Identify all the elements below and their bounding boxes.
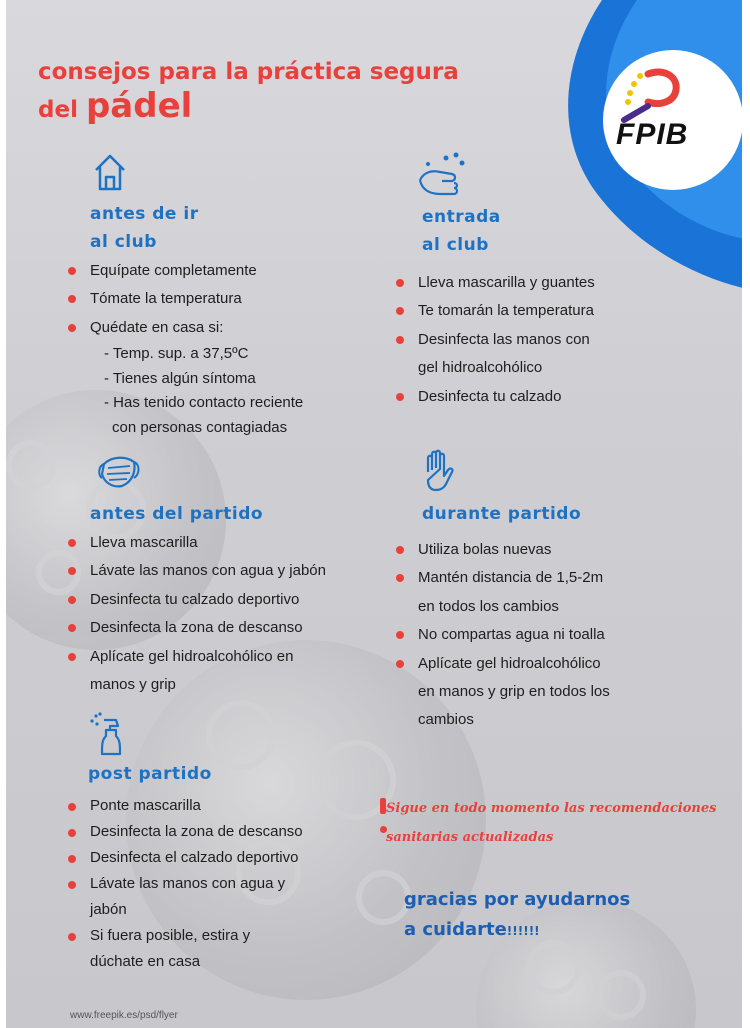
list-item: - Temp. sup. a 37,5ºC <box>104 345 249 363</box>
logo-text: FPIB <box>616 118 689 151</box>
list-item: Tómate la temperatura <box>68 285 303 313</box>
list-item: - Has tenido contacto reciente <box>104 394 304 412</box>
section-title-durante: durante partido <box>422 504 582 524</box>
title-padel: pádel <box>85 86 193 126</box>
house-icon <box>92 152 128 192</box>
list-item: con personas contagiadas <box>112 418 288 436</box>
list-item: Desinfecta el calzado deportivo <box>68 845 303 871</box>
list-item: Lávate las manos con agua y <box>68 871 303 897</box>
list-item: manos y grip <box>90 676 176 694</box>
list-item: Desinfecta la zona de descanso <box>68 614 326 642</box>
source-credit: www.freepik.es/psd/flyer <box>70 1010 178 1021</box>
list-item: Si fuera posible, estira y <box>68 923 303 949</box>
list-durante <box>396 536 610 735</box>
list-item: en manos y grip en todos los <box>418 683 610 701</box>
list-post <box>68 793 303 975</box>
page-title <box>38 55 459 127</box>
list-item: Desinfecta la zona de descanso <box>68 819 303 845</box>
face-mask-icon <box>96 452 140 492</box>
list-item: Te tomarán la temperatura <box>396 297 595 325</box>
list-antes-partido <box>68 529 326 699</box>
list-item: cambios <box>418 711 474 729</box>
list-item: Desinfecta tu calzado <box>396 383 595 411</box>
list-item: Quédate en casa si: <box>68 314 303 342</box>
list-item: Lleva mascarilla <box>68 529 326 557</box>
list-item: Mantén distancia de 1,5-2m <box>396 564 610 592</box>
recommendation-note: Sigue en todo momento las recomendaciones sanitarias actualizadas <box>386 801 717 845</box>
title-line-1: consejos para la práctica segura <box>38 59 459 85</box>
title-line-2: del pádel <box>38 86 193 126</box>
list-item: Aplícate gel hidroalcohólico en <box>68 643 326 671</box>
thanks-message: gracias por ayudarnos a cuidarte!!!!!! <box>404 889 631 940</box>
list-item: No compartas agua ni toalla <box>396 621 610 649</box>
section-title-post: post partido <box>88 764 212 784</box>
list-item: Equípate completamente <box>68 257 303 285</box>
list-item: gel hidroalcohólico <box>418 359 543 377</box>
list-item: en todos los cambios <box>418 597 559 615</box>
flyer-page <box>6 0 742 1028</box>
list-entrada <box>396 269 595 411</box>
list-item: dúchate en casa <box>90 953 201 970</box>
list-item: Desinfecta las manos con <box>396 326 595 354</box>
list-item: Desinfecta tu calzado deportivo <box>68 586 326 614</box>
hand-washing-icon <box>416 150 468 200</box>
list-item: - Tienes algún síntoma <box>104 369 256 387</box>
padel-racket-icon <box>618 66 698 126</box>
list-item: Lávate las manos con agua y jabón <box>68 557 326 585</box>
list-item: Utiliza bolas nuevas <box>396 536 610 564</box>
list-item: Lleva mascarilla y guantes <box>396 269 595 297</box>
section-title-entrada: entrada al club <box>422 207 501 255</box>
list-item: jabón <box>90 901 127 918</box>
raised-hand-icon <box>420 448 456 494</box>
list-antes-club <box>68 257 303 440</box>
spray-bottle-icon <box>90 710 130 756</box>
list-item: Aplícate gel hidroalcohólico <box>396 650 610 678</box>
section-title-antes-partido: antes del partido <box>90 504 264 524</box>
section-title-antes-club: antes de ir al club <box>90 204 199 252</box>
list-item: Ponte mascarilla <box>68 793 303 819</box>
